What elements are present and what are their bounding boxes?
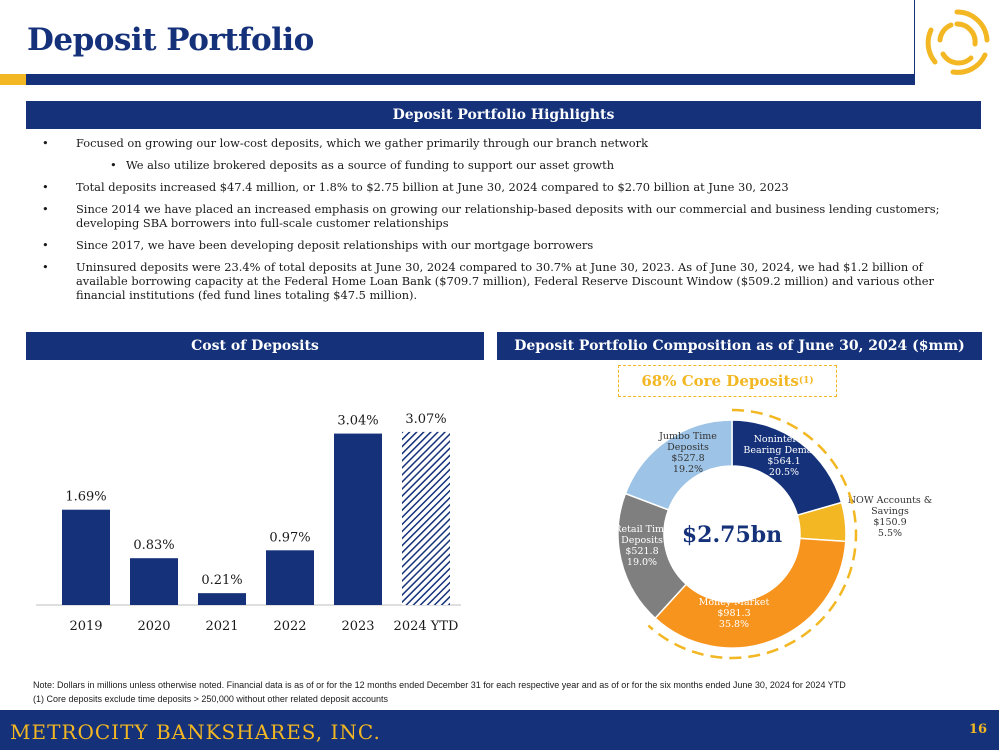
bullet-item: • Focused on growing our low-cost deposits, which we gather primarily through our branch network [28,136,973,150]
slice-label-line: Bearing Demand [743,445,825,456]
slice-label-line: Noninterest- [753,434,815,445]
slice-label-line: $521.8 [625,546,659,557]
slice-label-line: NOW Accounts & [847,495,933,506]
bar-2020 [130,558,178,605]
slice-label-line: Money Market [698,597,770,608]
slice-label-line: 19.2% [672,464,704,475]
slice-label-line: 19.0% [626,557,658,568]
note-line: Note: Dollars in millions unless otherwise noted. Financial data is as of or for the 12 months ended December 31 for each respective year and as of or for the six months ended June 30, 2024 for 2024 YTD [33,680,846,690]
bar-value-label: 0.97% [269,530,311,546]
title-rule [26,74,917,85]
donut-slice [655,538,846,648]
slice-label-line: $150.9 [873,517,907,528]
cost-header: Cost of Deposits [26,332,484,360]
bullet-item: • Uninsured deposits were 23.4% of total deposits at June 30, 2024 compared to 30.7% at June 30, 2023. As of June 30, 2024, we had $1.2 billion of available borrowing capacity at the Federal Home Loan Bank ($709.7 million), Federal Reserve Discount Window ($509.2 million) and various other financial institutions (fed fund lines totaling $47.5 million). [28,260,973,302]
slice-label-line: $981.3 [717,608,751,619]
category-label: 2022 [273,619,307,634]
slice-label-line: $527.8 [671,453,705,464]
accent-bar [0,74,26,85]
bar-value-label: 1.69% [65,489,107,505]
bar-value-label: 3.04% [337,413,379,429]
logo [914,0,999,85]
slice-label-line: Deposits [667,442,709,453]
bullet-item: • Since 2017, we have been developing deposit relationships with our mortgage borrowers [28,238,973,252]
category-label: 2019 [69,619,103,634]
deposit-composition-chart [497,362,982,662]
page-title: Deposit Portfolio [27,22,314,58]
logo-icon [915,0,999,85]
bar-2021 [198,593,246,605]
highlights-list [28,136,973,310]
category-label: 2024 YTD [393,619,459,634]
bar-value-label: 3.07% [405,411,447,427]
donut-center-label: $2.75bn [681,522,783,548]
category-label: 2021 [205,619,239,634]
slice-label-line: Jumbo Time [659,431,717,442]
slice-label [848,495,933,539]
donut-chart-svg [497,362,982,662]
slice-label-line: 20.5% [768,467,800,478]
bullet-item-sub: • We also utilize brokered deposits as a source of funding to support our asset growth [28,158,973,172]
core-deposits-footnote-marker: (1) [798,376,814,386]
category-label: 2020 [137,619,171,634]
slice-label-line: 35.8% [718,619,750,630]
composition-header: Deposit Portfolio Composition as of June 30, 2024 ($mm) [497,332,982,360]
slice-label-line: 5.5% [877,528,903,539]
highlights-header: Deposit Portfolio Highlights [26,101,981,129]
bullet-item: • Since 2014 we have placed an increased emphasis on growing our relationship-based deposits with our commercial and business lending customers; developing SBA borrowers into full-scale customer relationships [28,202,973,230]
page-number: 16 [968,722,987,737]
bar-2022 [266,550,314,605]
slice-label-line: Deposits [621,535,663,546]
slice-label-line: Savings [871,506,909,517]
bar-2024-ytd [402,432,450,605]
notes [33,678,963,706]
bar-value-label: 0.21% [201,573,243,589]
slice-label-line: $564.1 [767,456,801,467]
bar-2023 [334,434,382,605]
cost-of-deposits-chart [26,362,476,652]
core-deposits-label: 68% Core Deposits [641,372,799,390]
footer [0,710,999,750]
bar-value-label: 0.83% [133,538,175,554]
bullet-item: • Total deposits increased $47.4 million, or 1.8% to $2.75 billion at June 30, 2024 compared to $2.70 billion at June 30, 2023 [28,180,973,194]
bar-2019 [62,510,110,605]
category-label: 2023 [341,619,375,634]
company-name: METROCITY BANKSHARES, INC. [10,720,381,744]
bar-chart-svg [26,362,476,652]
note-line: (1) Core deposits exclude time deposits > 250,000 without other related deposit accounts [33,694,388,704]
slice-label-line: Retail Time [614,524,670,535]
